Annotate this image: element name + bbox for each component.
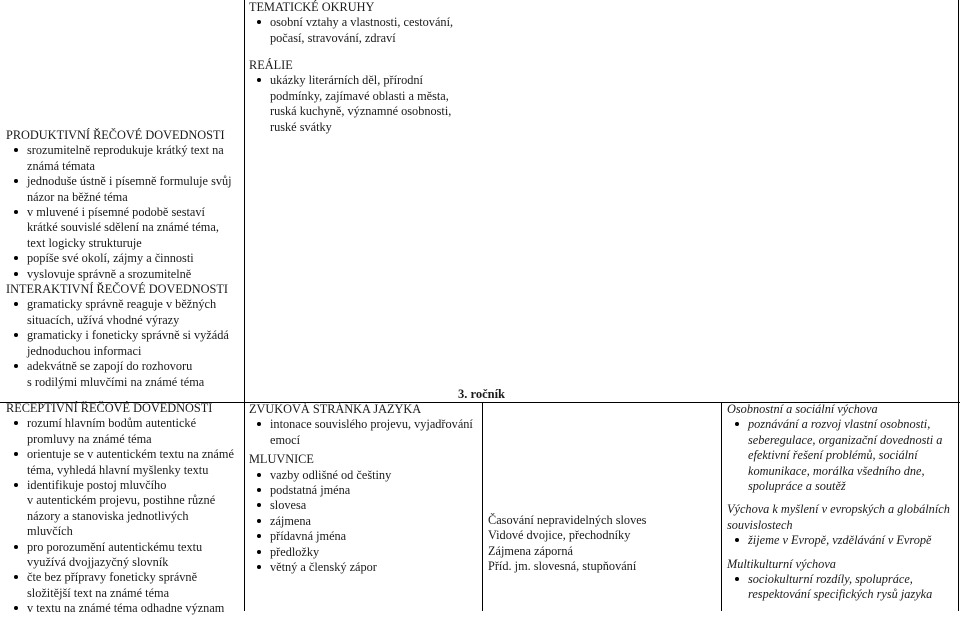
sound-heading: ZVUKOVÁ STRÁNKA JAZYKA: [249, 402, 422, 416]
list-item: gramaticky správně reaguje v běžných situacích, užívá vhodné výrazy: [6, 297, 242, 328]
list-item: srozumitelně reprodukuje krátký text na známá témata: [6, 143, 242, 174]
list-item: adekvátně se zapojí do rozhovoru s rodilými mluvčími na známé téma: [6, 359, 242, 390]
receptive-skills-block: [6, 401, 242, 617]
list-item: identifikuje postoj mluvčího v autentickém projevu, postihne různé názory a stanoviska jednotlivých mluvčích: [6, 478, 242, 540]
list-item: orientuje se v autentickém textu na známé téma, vyhledá hlavní myšlenky textu: [6, 447, 242, 478]
list-item: gramaticky i foneticky správně si vyžádá jednoduchou informaci: [6, 328, 242, 359]
list-item: přídavná jména: [249, 529, 481, 544]
cross-curricular-block: [727, 402, 957, 603]
interactive-skills-heading: INTERAKTIVNÍ ŘEČOVÉ DOVEDNOSTI: [6, 282, 228, 297]
content-line: Vidové dvojice, přechodníky: [488, 528, 631, 543]
list-item: zájmena: [249, 514, 481, 529]
list-item: předložky: [249, 545, 481, 560]
list-item: intonace souvislého projevu, vyjadřování emocí: [249, 417, 481, 448]
content-line: Příd. jm. slovesná, stupňování: [488, 559, 637, 574]
topics-block: [249, 0, 481, 46]
content-notes-block: [488, 513, 720, 575]
list-item: větný a členský zápor: [249, 560, 481, 575]
list-item: pro porozumění autentickému textu využívá dvojjazyčný slovník: [6, 540, 242, 571]
list-item: rozumí hlavním bodům autentické promluvy na známé téma: [6, 416, 242, 447]
list-item: vyslovuje správně a srozumitelně: [6, 267, 242, 282]
receptive-skills-heading: RECEPTIVNÍ ŘEČOVÉ DOVEDNOSTI: [6, 401, 213, 415]
column-border-3: [721, 402, 722, 611]
list-item: čte bez přípravy foneticky správně složitější text na známé téma: [6, 570, 242, 601]
productive-skills-block: [6, 128, 242, 390]
multicultural-heading: Multikulturní výchova: [727, 556, 836, 571]
list-item: slovesa: [249, 498, 481, 513]
grammar-heading: MLUVNICE: [249, 452, 314, 467]
content-line: Časování nepravidelných sloves: [488, 513, 647, 527]
productive-skills-heading: PRODUKTIVNÍ ŘEČOVÉ DOVEDNOSTI: [6, 128, 225, 142]
list-item: jednoduše ústně i písemně formuluje svůj názor na běžné téma: [6, 174, 242, 205]
table-right-border: [958, 0, 959, 611]
list-item: v textu na známé téma odhadne význam: [6, 601, 242, 616]
column-border-1: [244, 0, 245, 611]
europe-heading: Výchova k myšlení v evropských a globálních souvislostech: [727, 502, 950, 532]
list-item: poznávání a rozvoj vlastní osobnosti, seberegulace, organizační dovednosti a efektivní řešení problémů, sociální komunikace, morálka všedního dne, spolupráce a soutěž: [727, 417, 957, 494]
list-item: v mluvené i písemné podobě sestaví krátké souvislé sdělení na známé téma, text logicky strukturuje: [6, 205, 242, 251]
content-line: Zájmena záporná: [488, 543, 574, 558]
list-item: podstatná jména: [249, 483, 481, 498]
list-item: žijeme v Evropě, vzdělávání v Evropě: [727, 533, 957, 548]
column-border-2: [482, 402, 483, 611]
list-item: ukázky literárních děl, přírodní podmínky, zajímavé oblasti a města, ruská kuchyně, významné osobnosti, ruské svátky: [249, 73, 481, 135]
realia-heading: REÁLIE: [249, 58, 293, 72]
year-label: 3. ročník: [458, 387, 505, 401]
personal-social-heading: Osobnostní a sociální výchova: [727, 402, 878, 416]
realia-block: [249, 58, 481, 135]
list-item: sociokulturní rozdíly, spolupráce, respektování specifických rysů jazyka: [727, 572, 957, 603]
list-item: vazby odlišné od češtiny: [249, 468, 481, 483]
list-item: osobní vztahy a vlastnosti, cestování, počasí, stravování, zdraví: [249, 15, 481, 46]
list-item: popíše své okolí, zájmy a činnosti: [6, 251, 242, 266]
topics-heading: TEMATICKÉ OKRUHY: [249, 0, 375, 14]
sound-block: [249, 402, 481, 575]
